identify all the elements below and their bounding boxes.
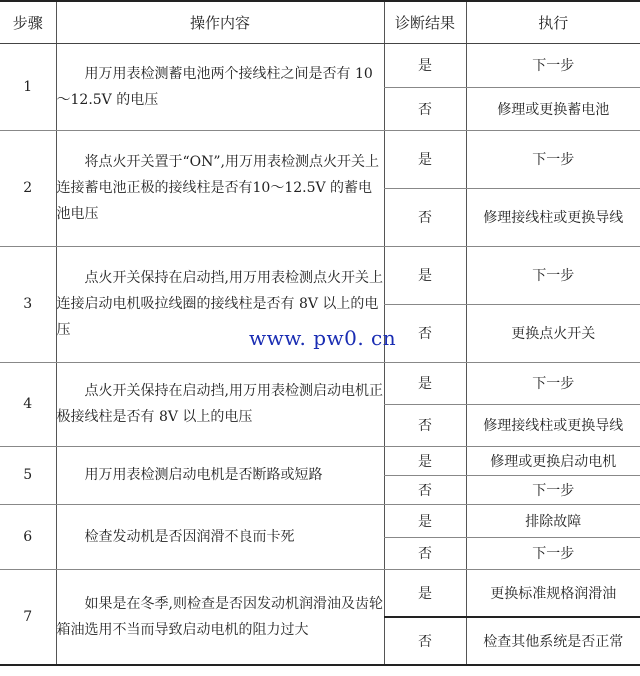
step-number: 1: [0, 43, 56, 130]
operation-content: [56, 504, 384, 569]
result-yes: 是: [384, 504, 466, 537]
header-action: 执行: [466, 1, 640, 43]
result-no: 否: [384, 404, 466, 446]
step-number: 3: [0, 246, 56, 362]
header-result: 诊断结果: [384, 1, 466, 43]
table-row: [0, 43, 640, 87]
operation-text: 点火开关保持在启动挡,用万用表检测点火开关上连接启动电机吸拉线圈的接线柱是否有 8V 以上的电压: [56, 270, 383, 338]
action-no: 更换点火开关: [466, 304, 640, 362]
step-number: 2: [0, 130, 56, 246]
header-content: 操作内容: [56, 1, 384, 43]
action-no: 修理接线柱或更换导线: [466, 404, 640, 446]
action-yes: 修理或更换启动电机: [466, 446, 640, 475]
watermark-text: www. pw0. cn: [249, 326, 397, 350]
step-number: 4: [0, 362, 56, 446]
action-yes: 下一步: [466, 43, 640, 87]
table-row: [0, 569, 640, 617]
action-yes: 下一步: [466, 246, 640, 304]
operation-text: 点火开关保持在启动挡,用万用表检测启动电机正极接线柱是否有 8V 以上的电压: [56, 383, 383, 425]
operation-content: [56, 130, 384, 246]
table-header-row: [0, 1, 640, 43]
action-no: 检查其他系统是否正常: [466, 617, 640, 665]
result-yes: 是: [384, 246, 466, 304]
header-step: 步骤: [0, 1, 56, 43]
result-no: 否: [384, 537, 466, 569]
result-yes: 是: [384, 362, 466, 404]
result-yes: 是: [384, 43, 466, 87]
result-no: 否: [384, 188, 466, 246]
operation-text: 用万用表检测启动电机是否断路或短路: [84, 467, 323, 483]
step-number: 6: [0, 504, 56, 569]
operation-text: 如果是在冬季,则检查是否因发动机润滑油及齿轮箱油选用不当而导致启动电机的阻力过大: [56, 595, 383, 638]
table-row: [0, 130, 640, 188]
table-row: [0, 362, 640, 404]
result-no: 否: [384, 87, 466, 130]
result-no: 否: [384, 475, 466, 504]
table-row: [0, 446, 640, 475]
step-number: 5: [0, 446, 56, 504]
table-row: [0, 246, 640, 304]
result-yes: 是: [384, 446, 466, 475]
operation-text: 将点火开关置于“ON”,用万用表检测点火开关上连接蓄电池正极的接线柱是否有10～12.5V 的蓄电池电压: [56, 154, 379, 222]
operation-text: 检查发动机是否因润滑不良而卡死: [84, 528, 295, 545]
result-no: 否: [384, 304, 466, 362]
table-row: [0, 504, 640, 537]
result-no: 否: [384, 617, 466, 665]
action-no: 下一步: [466, 475, 640, 504]
operation-content: [56, 446, 384, 504]
result-yes: 是: [384, 569, 466, 617]
action-no: 修理或更换蓄电池: [466, 87, 640, 130]
step-number: 7: [0, 569, 56, 665]
operation-content: [56, 43, 384, 130]
action-no: 修理接线柱或更换导线: [466, 188, 640, 246]
operation-text: 用万用表检测蓄电池两个接线柱之间是否有 10～12.5V 的电压: [56, 65, 373, 108]
operation-content: [56, 362, 384, 446]
action-yes: 下一步: [466, 362, 640, 404]
action-yes: 排除故障: [466, 504, 640, 537]
result-yes: 是: [384, 130, 466, 188]
action-no: 下一步: [466, 537, 640, 569]
action-yes: 更换标准规格润滑油: [466, 569, 640, 617]
operation-content: [56, 569, 384, 665]
action-yes: 下一步: [466, 130, 640, 188]
